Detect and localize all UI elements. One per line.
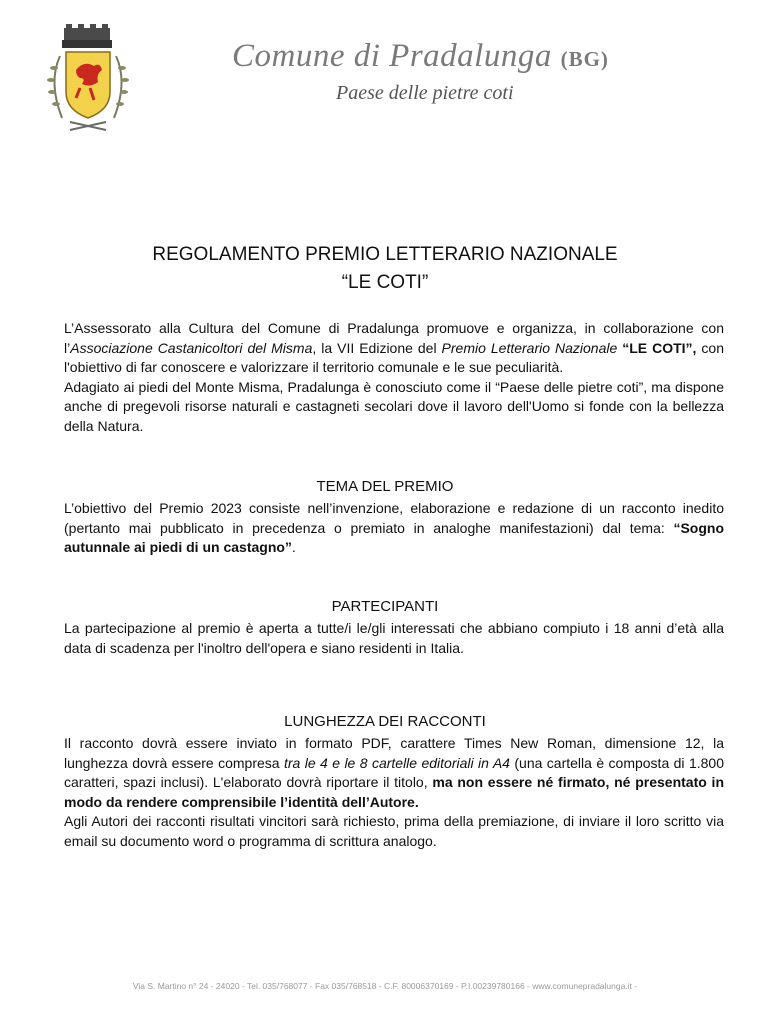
- section-heading-tema: TEMA DEL PREMIO: [316, 478, 454, 495]
- intro-text-a: L’Assessorato alla Cultura del Comune di Pradalunga promuove e organizza, in collaborazione con l’: [64, 320, 724, 356]
- tema-text: L’obiettivo del Premio 2023 consiste nell’invenzione, elaborazione e redazione di un racconto inedito (pertanto mai pubblicato in precedenza o premiato in analoghe manifestazioni) dal tema:: [64, 500, 724, 536]
- lunghezza-text-3: Agli Autori dei racconti risultati vincitori sarà richiesto, prima della premiazione, di inviare il loro scritto via email su documento word o programma di scrittura analogo.: [64, 813, 724, 849]
- lunghezza-text-2: (una cartella è composta di 1.800 caratteri, spazi inclusi). L'elaborato dovrà riportare il titolo,: [64, 754, 724, 790]
- municipal-crest-icon: [40, 22, 136, 138]
- intro-paragraph-2: Adagiato ai piedi del Monte Misma, Pradalunga è conosciuto come il “Paese delle pietre coti”, ma dispone anche di pregevoli risorse naturali e castagneti secolari dove il lavoro dell'Uomo si fonde con la bellezza della Natura.: [64, 378, 724, 434]
- lunghezza-paragraph: [64, 734, 724, 851]
- association-name: Associazione Castanicoltori del Misma: [70, 339, 313, 356]
- award-title-bold: “LE COTI”,: [622, 339, 697, 356]
- partecipanti-paragraph: La partecipazione al premio è aperta a tutte/i le/gli interessati che abbiano compiuto i 18 anni d’età alla data di scadenza per l'inoltro dell'opera e siano residenti in Italia.: [64, 620, 724, 656]
- tema-theme: “Sogno autunnale ai piedi di un castagno”: [64, 519, 724, 555]
- lunghezza-text-1: Il racconto dovrà essere inviato in formato PDF, carattere Times New Roman, dimensione 12, la lunghezza dovrà essere compresa: [64, 735, 724, 771]
- municipality-name: Comune di Pradalunga: [232, 38, 552, 74]
- section-heading-partecipanti: PARTECIPANTI: [331, 598, 439, 615]
- lunghezza-anonymity-bold: ma non essere né firmato, né presentato in modo da rendere comprensibile l’identità dell’Autore.: [64, 774, 725, 810]
- municipality-title: [232, 38, 662, 75]
- document-title-award-name: “LE COTI”: [341, 272, 429, 293]
- section-heading-lunghezza: LUNGHEZZA DEI RACCONTI: [284, 713, 486, 730]
- award-name: Premio Letterario Nazionale: [441, 339, 618, 356]
- intro-text-b: , la VII Edizione del: [312, 339, 442, 356]
- intro-paragraph: [64, 319, 724, 436]
- province-code: (BG): [560, 47, 609, 71]
- footer-contact: Via S. Martino n° 24 - 24020 - Tel. 035/768077 - Fax 035/768518 - C.F. 80006370169 - P.I.00239780166 - www.comunepradalunga.it -: [132, 981, 638, 991]
- intro-text-d: con l'obiettivo di far conoscere e valorizzare il territorio comunale e le sue peculiarità.: [64, 339, 725, 375]
- tema-paragraph: [64, 499, 724, 558]
- document-title: REGOLAMENTO PREMIO LETTERARIO NAZIONALE: [152, 244, 618, 265]
- tema-end: .: [291, 539, 296, 555]
- municipality-subtitle: Paese delle pietre coti: [336, 82, 514, 104]
- lunghezza-length-italic: tra le 4 e le 8 cartelle editoriali in A4: [283, 754, 510, 771]
